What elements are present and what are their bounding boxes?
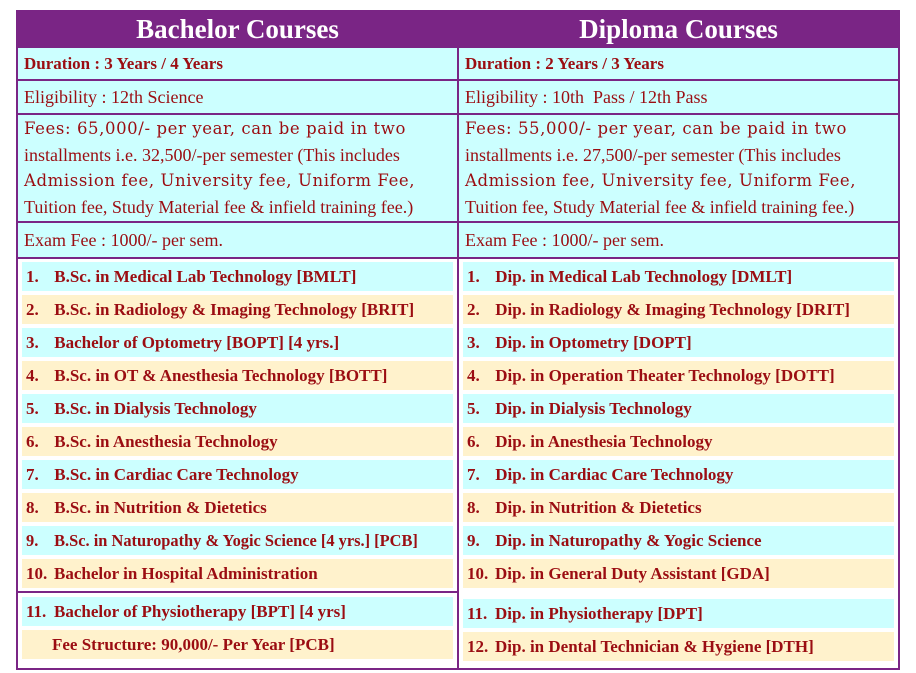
- list-item: [22, 361, 453, 390]
- list-item: [22, 597, 453, 626]
- list-item: [463, 394, 894, 423]
- item-number: 11.: [467, 603, 488, 623]
- bachelor-column: [18, 12, 457, 668]
- item-number: 11.: [26, 601, 47, 621]
- course-name: B.Sc. in Dialysis Technology: [54, 398, 257, 418]
- list-item: [22, 526, 453, 555]
- item-number: 7.: [26, 464, 39, 484]
- diploma-fees-line: Admission fee, University fee, Uniform Fee,: [465, 171, 857, 190]
- item-number: 10.: [467, 563, 489, 583]
- list-item: [463, 361, 894, 390]
- bachelor-fees-line: Admission fee, University fee, Uniform Fee,: [24, 171, 416, 190]
- course-name: Dip. in Anesthesia Technology: [495, 431, 713, 451]
- bachelor-exam-fee: Exam Fee : 1000/- per sem.: [18, 221, 457, 257]
- list-item: [22, 295, 453, 324]
- item-number: 4.: [26, 365, 39, 385]
- list-item: [22, 394, 453, 423]
- course-name: B.Sc. in Cardiac Care Technology: [54, 464, 299, 484]
- item-number: 12.: [467, 636, 489, 656]
- item-number: 8.: [26, 497, 39, 517]
- diploma-column: [457, 12, 898, 668]
- diploma-exam-fee: Exam Fee : 1000/- per sem.: [459, 221, 898, 257]
- course-name: Bachelor of Optometry [BOPT] [4 yrs.]: [54, 332, 340, 352]
- list-item: [22, 262, 453, 291]
- course-name: B.Sc. in Anesthesia Technology: [54, 431, 278, 451]
- bachelor-fees-line: installments i.e. 32,500/-per semester (This includes: [24, 145, 400, 165]
- item-number: 9.: [467, 530, 480, 550]
- diploma-duration: Duration : 2 Years / 3 Years: [459, 46, 898, 79]
- course-name: Dip. in Physiotherapy [DPT]: [495, 603, 703, 623]
- item-number: 6.: [26, 431, 39, 451]
- course-name: B.Sc. in OT & Anesthesia Technology [BOTT]: [54, 365, 388, 385]
- diploma-course-list: [459, 257, 898, 668]
- list-item: [463, 632, 894, 661]
- course-name: B.Sc. in Medical Lab Technology [BMLT]: [54, 266, 357, 286]
- bachelor-header: Bachelor Courses: [18, 12, 457, 46]
- course-name: Bachelor of Physiotherapy [BPT] [4 yrs]: [54, 601, 346, 621]
- list-item: [463, 493, 894, 522]
- diploma-fees-line: Tuition fee, Study Material fee & infield training fee.): [465, 197, 855, 217]
- course-name: Bachelor in Hospital Administration: [54, 563, 318, 583]
- list-item: [463, 427, 894, 456]
- list-item: [463, 526, 894, 555]
- item-number: 6.: [467, 431, 480, 451]
- item-number: 3.: [467, 332, 480, 352]
- item-number: 1.: [26, 266, 39, 286]
- list-item: [22, 328, 453, 357]
- bachelor-fees: [18, 113, 457, 221]
- item-number: 9.: [26, 530, 39, 550]
- course-name: B.Sc. in Nutrition & Dietetics: [54, 497, 267, 517]
- fee-structure-note: Fee Structure: 90,000/- Per Year [PCB]: [22, 630, 453, 659]
- course-name: Dip. in Operation Theater Technology [DOTT]: [495, 365, 835, 385]
- diploma-fees-line: installments i.e. 27,500/-per semester (This includes: [465, 145, 841, 165]
- list-item: [22, 427, 453, 456]
- course-name: B.Sc. in Radiology & Imaging Technology [BRIT]: [54, 299, 415, 319]
- list-item: [463, 460, 894, 489]
- list-item: [22, 493, 453, 522]
- item-number: 10.: [26, 563, 48, 583]
- divider: [18, 591, 457, 593]
- course-name: Dip. in Radiology & Imaging Technology [DRIT]: [495, 299, 850, 319]
- course-name: Dip. in Cardiac Care Technology: [495, 464, 734, 484]
- course-name: Dip. in Nutrition & Dietetics: [495, 497, 702, 517]
- bachelor-fees-line: Tuition fee, Study Material fee & infield training fee.): [24, 197, 414, 217]
- bachelor-fees-line: Fees: 65,000/- per year, can be paid in two: [24, 119, 407, 138]
- diploma-fees-line: Fees: 55,000/- per year, can be paid in two: [465, 119, 848, 138]
- list-item: [463, 295, 894, 324]
- course-name: B.Sc. in Naturopathy & Yogic Science [4 yrs.] [PCB]: [54, 530, 418, 550]
- list-item: [463, 599, 894, 628]
- list-item: [463, 559, 894, 588]
- diploma-header: Diploma Courses: [459, 12, 898, 46]
- course-name: Dip. in Naturopathy & Yogic Science: [495, 530, 762, 550]
- list-item: [22, 460, 453, 489]
- item-number: 5.: [467, 398, 480, 418]
- course-name: Dip. in Medical Lab Technology [DMLT]: [495, 266, 793, 286]
- diploma-fees: [459, 113, 898, 221]
- list-item: [22, 559, 453, 588]
- item-number: 7.: [467, 464, 480, 484]
- diploma-eligibility: Eligibility : 10th Pass / 12th Pass: [459, 79, 898, 113]
- list-item: [463, 328, 894, 357]
- bachelor-eligibility: Eligibility : 12th Science: [18, 79, 457, 113]
- item-number: 8.: [467, 497, 480, 517]
- course-name: Dip. in General Duty Assistant [GDA]: [495, 563, 770, 583]
- course-name: Dip. in Dialysis Technology: [495, 398, 692, 418]
- bachelor-duration: Duration : 3 Years / 4 Years: [18, 46, 457, 79]
- item-number: 3.: [26, 332, 39, 352]
- course-name: Dip. in Dental Technician & Hygiene [DTH]: [495, 636, 814, 656]
- item-number: 1.: [467, 266, 480, 286]
- bachelor-course-list: [18, 257, 457, 668]
- list-item: [463, 262, 894, 291]
- course-name: Dip. in Optometry [DOPT]: [495, 332, 692, 352]
- item-number: 5.: [26, 398, 39, 418]
- courses-table: [16, 10, 900, 670]
- item-number: 2.: [26, 299, 39, 319]
- item-number: 4.: [467, 365, 480, 385]
- item-number: 2.: [467, 299, 480, 319]
